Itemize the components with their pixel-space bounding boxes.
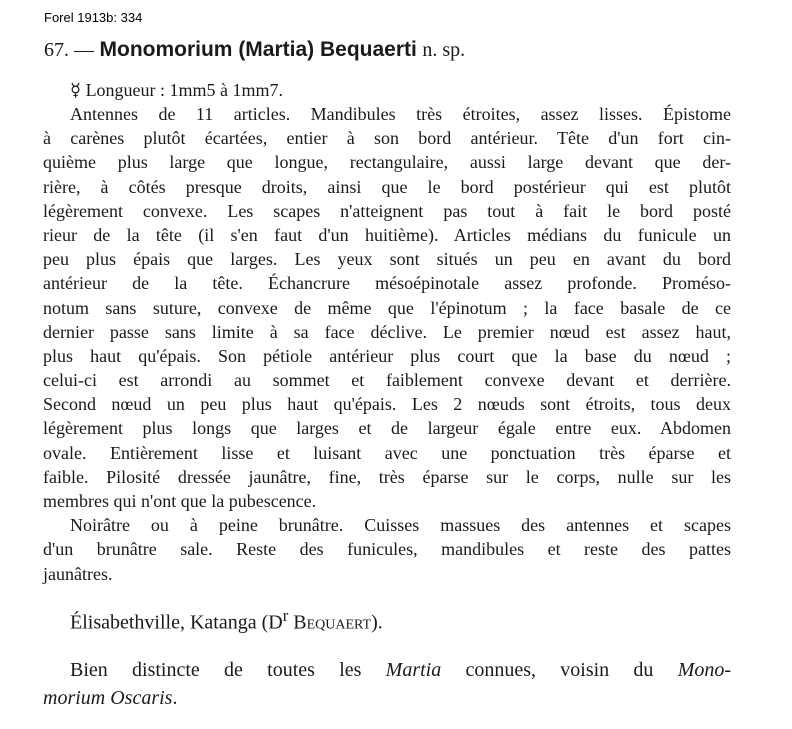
description-line: ovale. Entièrement lisse et luisant avec une ponctuation très éparse et <box>43 442 731 463</box>
species-number: 67. — <box>44 39 94 61</box>
description-line: peu plus épais que larges. Les yeux sont situés un peu en avant du bord <box>43 249 731 270</box>
remark-species: morium Oscaris <box>43 687 173 709</box>
description-line: plus haut qu'épais. Son pétiole antérieur plus court que la base du nœud ; <box>43 345 731 366</box>
color-line: d'un brunâtre sale. Reste des funicules, mandibules et reste des pattes <box>43 539 731 560</box>
color-line: Noirâtre ou à peine brunâtre. Cuisses massues des antennes et scapes <box>70 515 731 536</box>
description-line: notum sans suture, convexe de même que l'épinotum ; la face basale de ce <box>43 297 731 318</box>
description-line: dernier passe sans limite à sa face déclive. Le premier nœud est assez haut, <box>43 321 731 342</box>
remark-text: . <box>172 687 178 709</box>
remark-block <box>43 656 731 712</box>
description-line: à carènes plutôt écartées, entier à son bord antérieur. Tête d'un fort cin- <box>43 128 731 149</box>
description-line: celui-ci est arrondi au sommet et faiblement convexe devant et derrière. <box>43 370 731 391</box>
description-line: Antennes de 11 articles. Mandibules très étroites, assez lisses. Épistome <box>70 104 731 124</box>
remark-genus: Mono- <box>677 659 731 681</box>
remark-genus: Martia <box>385 659 442 681</box>
color-line: jaunâtres. <box>43 563 113 584</box>
description-line: membres qui n'ont que la pubescence. <box>43 491 317 511</box>
worker-symbol: ☿ <box>70 80 82 100</box>
remark-text: connues, voisin du <box>441 659 678 681</box>
species-heading <box>44 36 465 62</box>
description-line: rieur de la tête (il s'en faut d'un huitième). Articles médians du funicule un <box>43 224 731 245</box>
description-block <box>43 102 731 586</box>
source-label: Forel 1913b: 334 <box>44 10 143 25</box>
remark-line <box>43 656 731 684</box>
description-line: faible. Pilosité dressée jaunâtre, fine, très éparse sur le corps, nulle sur les <box>43 466 731 487</box>
length-line <box>70 80 283 101</box>
species-name: Monomorium (Martia) Bequaerti <box>99 38 417 61</box>
description-line: rière, à côtés presque droits, ainsi que le bord postérieur qui est plutôt <box>43 176 731 197</box>
remark-line <box>43 684 731 712</box>
description-line: légèrement convexe. Les scapes n'atteignent pas tout à fait le bord posté <box>43 200 731 221</box>
locality-collector: Bequaert <box>293 611 372 634</box>
locality-title-sup: r <box>282 606 289 625</box>
description-line: quième plus large que longue, rectangulaire, aussi large devant que der- <box>43 152 731 173</box>
length-text: Longueur : 1mm5 à 1mm7. <box>85 80 284 100</box>
description-line: antérieur de la tête. Échancrure mésoépinotale assez profonde. Proméso- <box>43 273 731 294</box>
species-status: n. sp. <box>422 39 466 61</box>
description-line: légèrement plus longs que larges et de largeur égale entre eux. Abdomen <box>43 418 731 439</box>
locality-close: ). <box>371 611 383 634</box>
locality-line <box>70 606 383 635</box>
description-line: Second nœud un peu plus haut qu'épais. Les 2 nœuds sont étroits, tous deux <box>43 394 731 415</box>
remark-text: Bien distincte de toutes les <box>70 659 386 681</box>
locality-place: Élisabethville, Katanga (D <box>70 611 283 634</box>
